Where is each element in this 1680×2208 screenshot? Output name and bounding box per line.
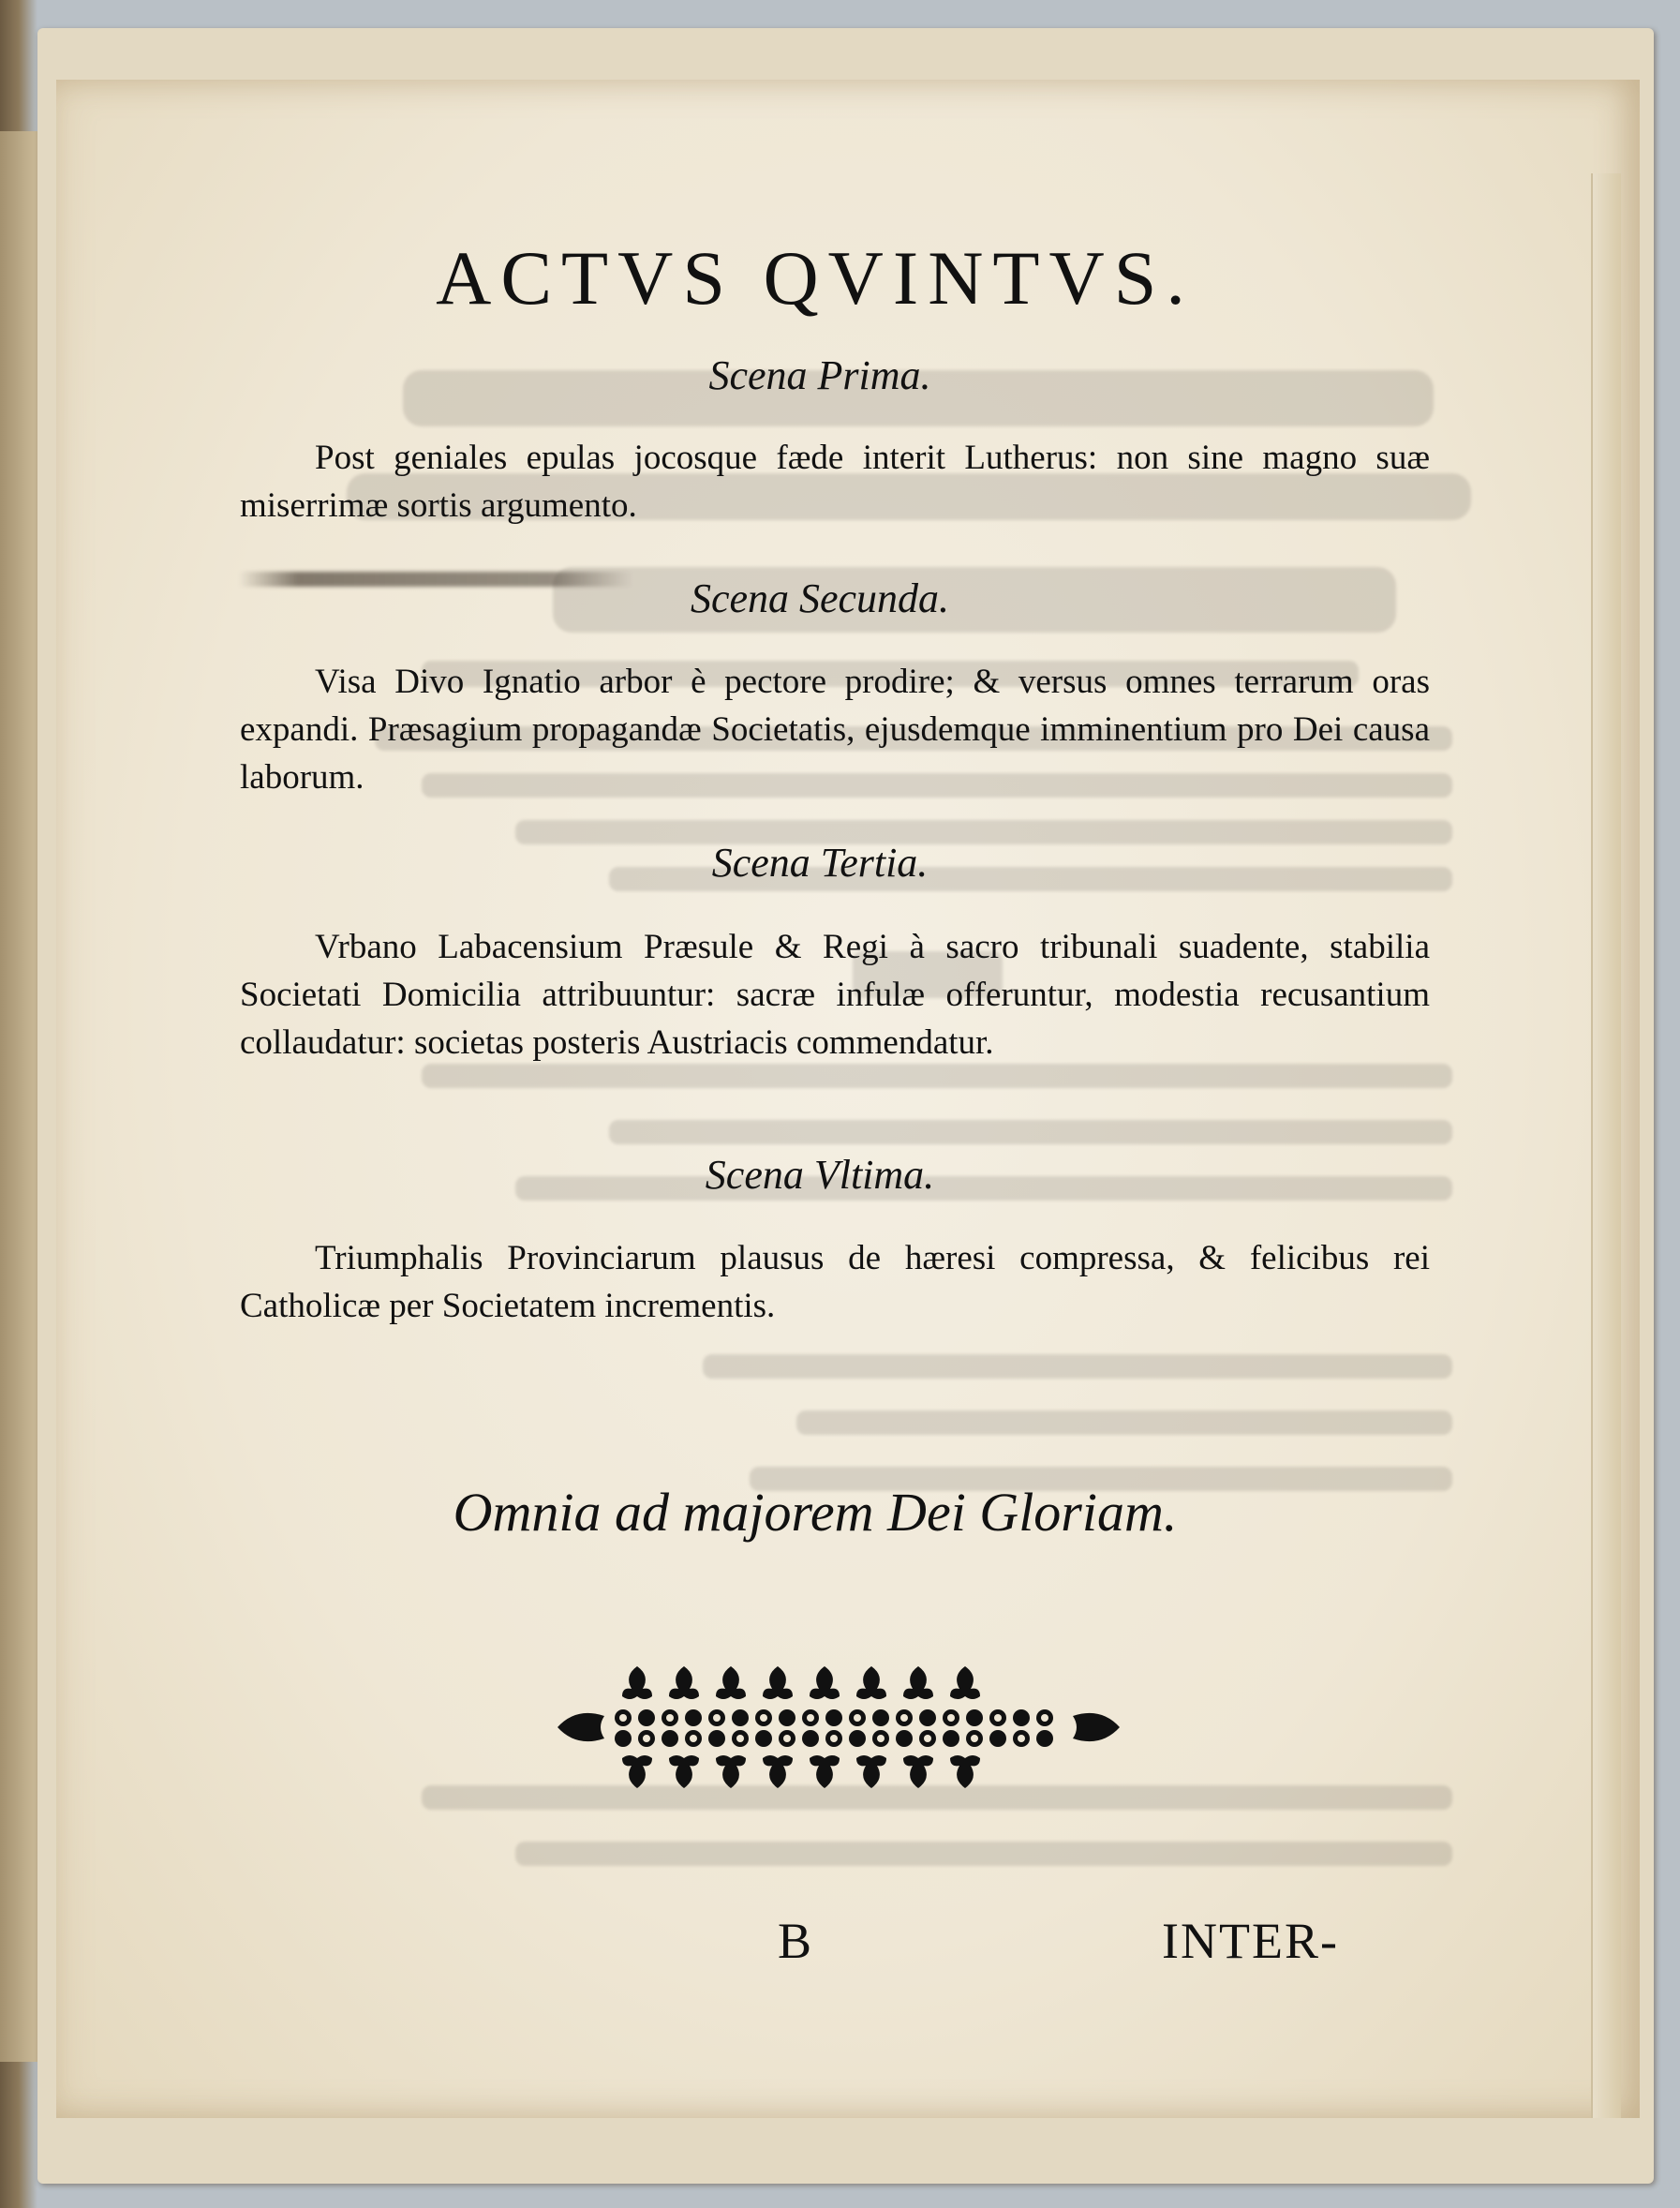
- signature-mark: B: [778, 1913, 812, 1969]
- page-title: ACTVS QVINTVS.: [436, 235, 1195, 321]
- book-page: [56, 80, 1640, 2118]
- page-text: [56, 80, 1640, 2118]
- catchword: INTER-: [1162, 1913, 1339, 1969]
- scene-text-4: Triumphalis Provinciarum plausus de hæresi compressa, & felicibus rei Catholicæ per Societatem incrementis.: [240, 1239, 1430, 1325]
- scene-heading-3: Scena Tertia.: [711, 840, 929, 886]
- scene-text-2: Visa Divo Ignatio arbor è pectore prodire; & versus omnes terrarum oras expandi. Præsagium propagandæ Societatis, ejusdemque imminentium pro Dei causa laborum.: [240, 663, 1430, 797]
- printers-ornament: [558, 1662, 1120, 1793]
- scene-heading-1: Scena Prima.: [708, 352, 931, 398]
- scene-heading-2: Scena Secunda.: [690, 575, 950, 621]
- scene-text-1: Post geniales epulas jocosque fæde interit Lutherus: non sine magno suæ miserrimæ sortis argumento.: [240, 439, 1430, 525]
- scene-text-3: Vrbano Labacensium Præsule & Regi à sacro tribunali suadente, stabilia Societati Domicilia attribuuntur: sacræ infulæ offeruntur, modestia recusantium collaudatur: societas posteris Austriacis commendatur.: [240, 928, 1430, 1062]
- motto: Omnia ad majorem Dei Gloriam.: [453, 1482, 1178, 1543]
- scene-heading-4: Scena Vltima.: [705, 1152, 935, 1198]
